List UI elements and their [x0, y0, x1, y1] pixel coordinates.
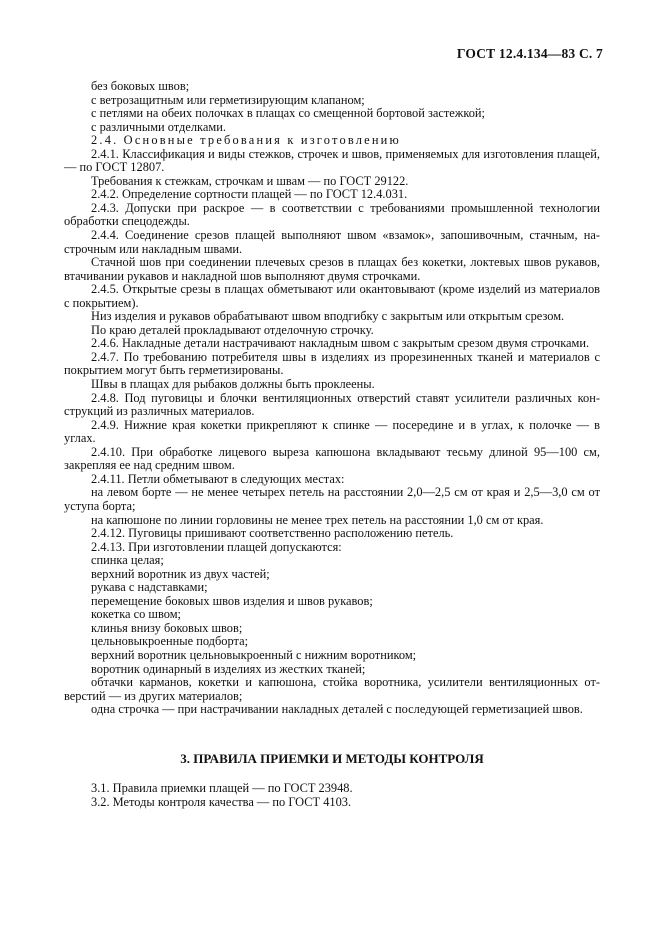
- paragraph: 2.4.4. Соединение срезов плащей выполняют швом «взамок», запошивочным, стачным, настрочным или накладным швами.: [64, 228, 600, 256]
- list-item: воротник одинарный в изделиях из жестких тканей;: [91, 661, 366, 676]
- paragraph: По краю деталей прокладывают отделочную строчку.: [91, 322, 374, 337]
- paragraph: с ветрозащитным или герметизирующим клапаном;: [91, 92, 365, 107]
- paragraph: без боковых швов;: [91, 79, 190, 93]
- paragraph: 2.4.12. Пуговицы пришивают соответственно расположению петель.: [91, 526, 454, 541]
- subsection-heading: 2.4. Основные требования к изготовлению: [91, 133, 401, 148]
- paragraph: Швы в плащах для рыбаков должны быть проклеены.: [91, 377, 375, 392]
- list-item: кокетка со швом;: [91, 607, 181, 622]
- paragraph: 2.4.13. При изготовлении плащей допускаются:: [91, 539, 342, 554]
- paragraph: Стачной шов при соединении плечевых срезов в плащах без кокетки, локтевых швов рукавов, втачивании рукавов и накладной шов выполняют двумя строчками.: [64, 255, 600, 283]
- list-item: спинка целая;: [91, 553, 164, 568]
- list-item: клинья внизу боковых швов;: [91, 620, 243, 635]
- paragraph: с различными отделками.: [91, 119, 226, 134]
- paragraph: 2.4.2. Определение сортности плащей — по ГОСТ 12.4.031.: [91, 187, 408, 202]
- paragraph: с петлями на обеих полочках в плащах со смещенной бортовой застежкой;: [91, 106, 485, 121]
- list-item: одна строчка — при настрачивании накладных деталей с последующей герметизацией швов.: [91, 702, 583, 717]
- list-item: верхний воротник из двух частей;: [91, 566, 270, 581]
- section-body: [64, 782, 600, 809]
- list-item: верхний воротник цельновыкроенный с нижним воротником;: [91, 647, 417, 662]
- list-item: рукава с надставками;: [91, 580, 208, 595]
- paragraph: на капюшоне по линии горловины не менее трех петель на расстоянии 1,0 см от края.: [91, 512, 544, 527]
- list-item: перемещение боковых швов изделия и швов рукавов;: [91, 593, 373, 608]
- paragraph: Низ изделия и рукавов обрабатывают швом вподгибку с закрытым или открытым срезом.: [91, 309, 565, 324]
- paragraph: 2.4.7. По требованию потребителя швы в изделиях из прорезиненных тканей и материалов с покрытием могут быть герметизированы.: [64, 349, 600, 378]
- list-item: обтачки карманов, кокетки и капюшона, стойка воротника, усилители вентиляционных отверстий — из других материалов;: [64, 675, 600, 703]
- paragraph: 2.4.6. Накладные детали настрачивают накладным швом с закрытым срезом двумя строчками.: [91, 336, 590, 351]
- paragraph: 2.4.11. Петли обметывают в следующих местах:: [91, 471, 345, 486]
- paragraph: 2.4.8. Под пуговицы и блочки вентиляционных отверстий ставят усилители различных конструкций из различных материалов.: [64, 390, 600, 419]
- paragraph: 2.4.3. Допуски при раскрое — в соответствии с требованиями промышленной технологии обработки спецодежды.: [64, 200, 600, 229]
- body-text: [64, 80, 600, 717]
- paragraph: 3.2. Методы контроля качества — по ГОСТ 4103.: [91, 794, 352, 809]
- page-header: ГОСТ 12.4.134—83 С. 7: [456, 46, 603, 61]
- paragraph: 2.4.9. Нижние края кокетки прикрепляют к спинке — посередине и в углах, к полочке — в углах.: [64, 417, 600, 446]
- section-title: 3. ПРАВИЛА ПРИЕМКИ И МЕТОДЫ КОНТРОЛЯ: [180, 751, 484, 766]
- paragraph: 3.1. Правила приемки плащей — по ГОСТ 23948.: [91, 781, 353, 795]
- paragraph: 2.4.5. Открытые срезы в плащах обметывают или окантовывают (кроме изделий из материалов с покрытием).: [64, 282, 600, 310]
- paragraph: 2.4.1. Классификация и виды стежков, строчек и швов, применяемых для изготовления плащей, — по ГОСТ 12807.: [64, 146, 600, 175]
- list-item: цельновыкроенные подборта;: [91, 634, 249, 649]
- paragraph: на левом борте — не менее четырех петель на расстоянии 2,0—2,5 см от края и 2,5—3,0 см от уступа борта;: [64, 485, 600, 513]
- paragraph: 2.4.10. При обработке лицевого выреза капюшона вкладывают тесьму длиной 95—100 см, закрепляя ее над средним швом.: [64, 444, 600, 473]
- paragraph: Требования к стежкам, строчкам и швам — по ГОСТ 29122.: [91, 173, 409, 188]
